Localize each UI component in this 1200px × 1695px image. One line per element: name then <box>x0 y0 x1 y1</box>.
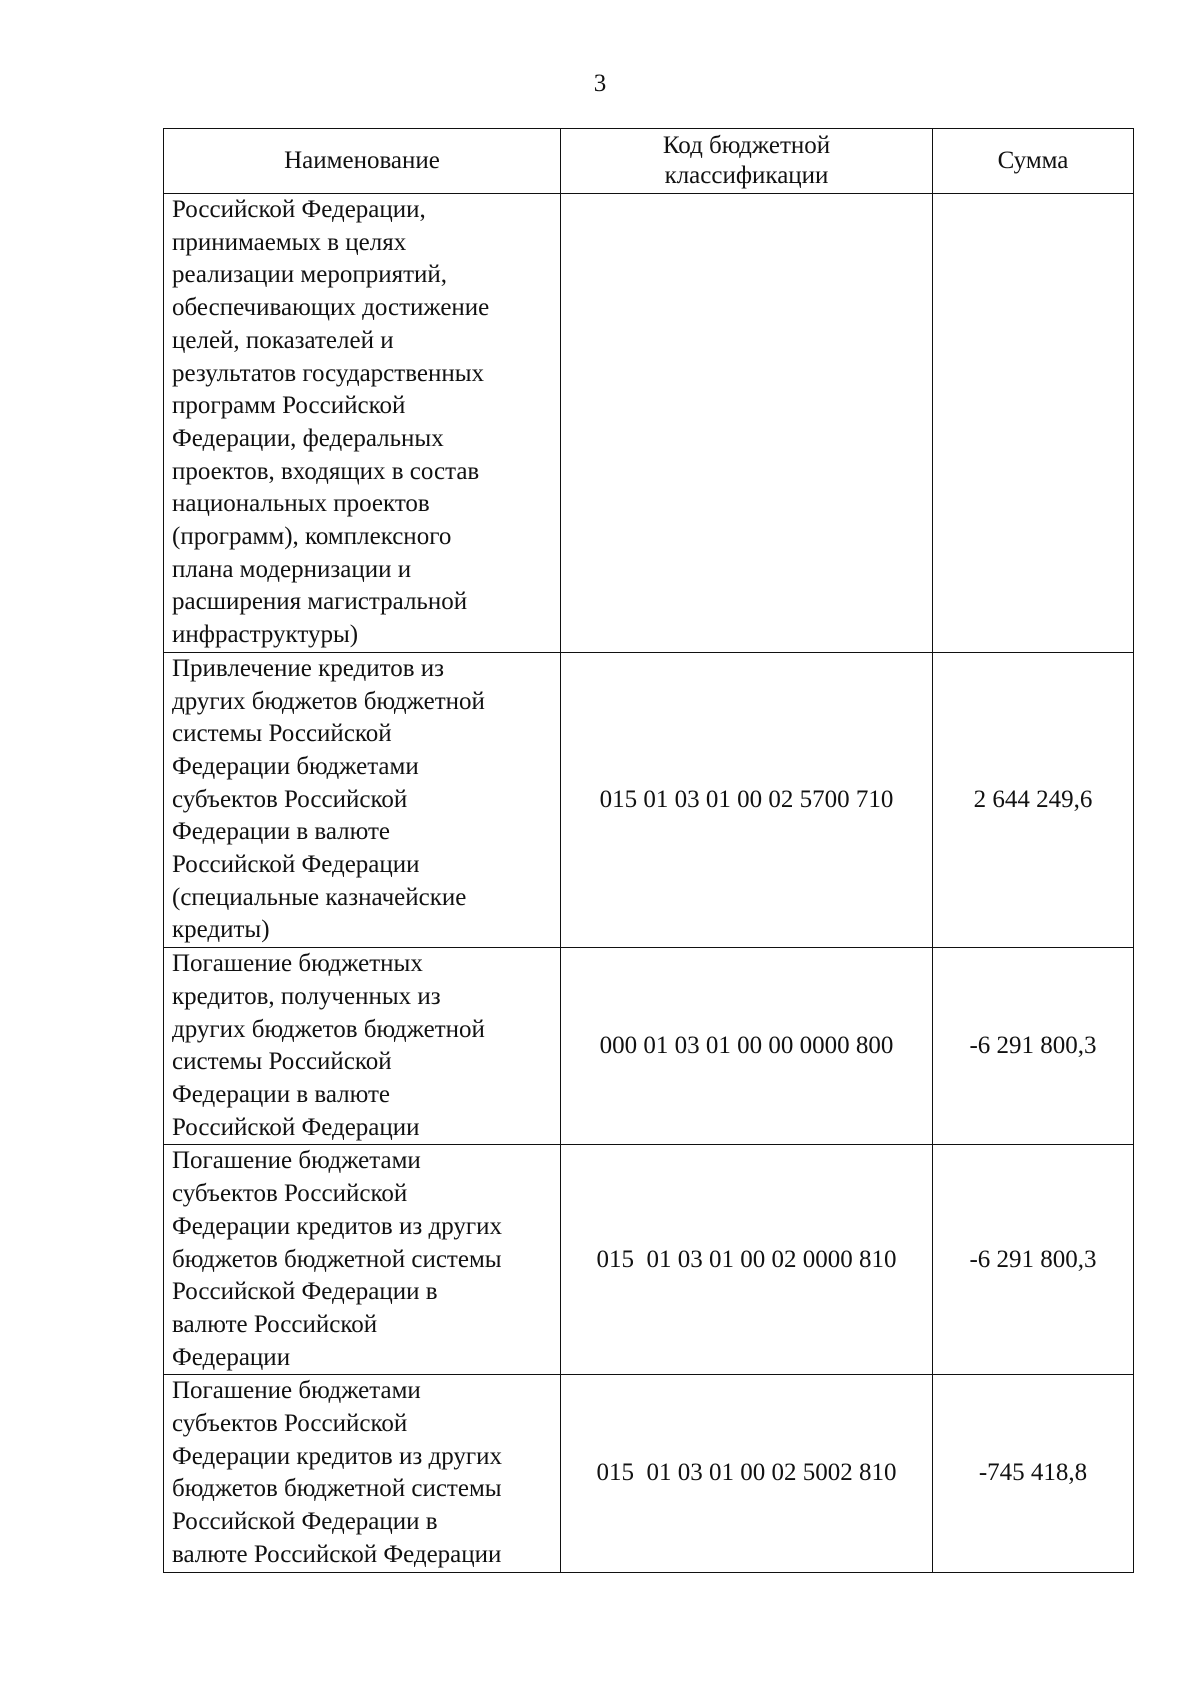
row-amount <box>933 194 1134 653</box>
table-row <box>164 652 1134 947</box>
row-amount: -6 291 800,3 <box>933 948 1134 1145</box>
header-name: Наименование <box>164 129 561 194</box>
row-code: 015 01 03 01 00 02 0000 810 <box>561 1145 933 1375</box>
row-code: 015 01 03 01 00 02 5700 710 <box>561 652 933 947</box>
row-code: 000 01 03 01 00 00 0000 800 <box>561 948 933 1145</box>
table-header-row <box>164 129 1134 194</box>
row-name: Погашение бюджетных кредитов, полученных из других бюджетов бюджетной системы Российской Федерации в валюте Российской Федерации <box>164 948 561 1145</box>
row-amount: -6 291 800,3 <box>933 1145 1134 1375</box>
table-row <box>164 194 1134 653</box>
row-code <box>561 194 933 653</box>
row-amount: 2 644 249,6 <box>933 652 1134 947</box>
page-number: 3 <box>593 70 607 97</box>
header-amount: Сумма <box>933 129 1134 194</box>
table-row <box>164 1375 1134 1572</box>
header-code: Код бюджетной классификации <box>561 129 933 194</box>
row-name: Погашение бюджетами субъектов Российской Федерации кредитов из других бюджетов бюджетной системы Российской Федерации в валюте Российской Федерации <box>164 1145 561 1375</box>
table-row <box>164 948 1134 1145</box>
table-row <box>164 1145 1134 1375</box>
row-amount: -745 418,8 <box>933 1375 1134 1572</box>
budget-table <box>163 128 1134 1573</box>
row-name: Погашение бюджетами субъектов Российской Федерации кредитов из других бюджетов бюджетной системы Российской Федерации в валюте Российской Федерации <box>164 1375 561 1572</box>
row-name: Привлечение кредитов из других бюджетов бюджетной системы Российской Федерации бюджетами субъектов Российской Федерации в валюте Российской Федерации (специальные казначейские кредиты) <box>164 652 561 947</box>
row-name: Российской Федерации, принимаемых в целях реализации мероприятий, обеспечивающих достижение целей, показателей и результатов государственных программ Российской Федерации, федеральных проектов, входящих в состав национальных проектов (программ), комплексного плана модернизации и расширения магистральной инфраструктуры) <box>164 194 561 653</box>
row-code: 015 01 03 01 00 02 5002 810 <box>561 1375 933 1572</box>
